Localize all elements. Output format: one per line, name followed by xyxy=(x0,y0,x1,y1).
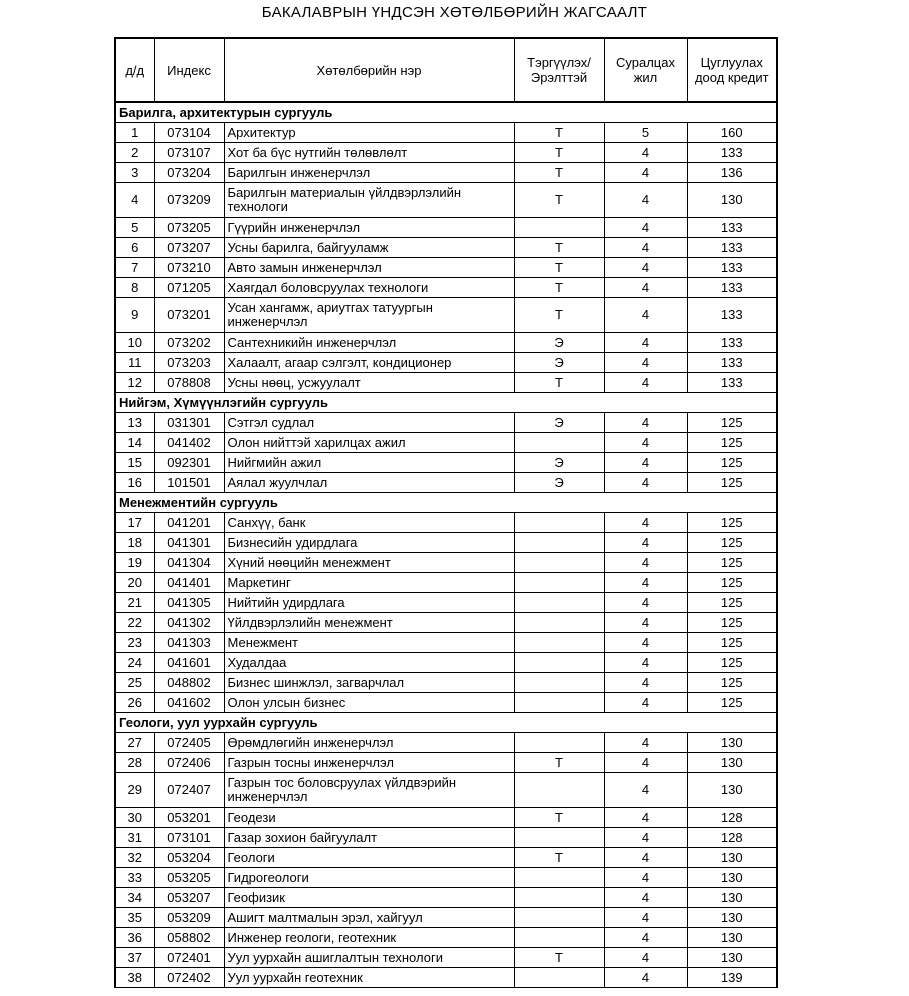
min-credit: 125 xyxy=(687,473,777,493)
min-credit: 133 xyxy=(687,218,777,238)
study-years: 4 xyxy=(604,453,687,473)
row-number: 15 xyxy=(115,453,154,473)
program-name: Сантехникийн инженерчлэл xyxy=(224,333,514,353)
header-index: Индекс xyxy=(154,38,224,102)
section-title: Нийгэм, Хүмүүнлэгийн сургууль xyxy=(115,393,777,413)
table-row xyxy=(115,653,777,673)
table-row xyxy=(115,693,777,713)
study-years: 4 xyxy=(604,928,687,948)
min-credit: 139 xyxy=(687,968,777,988)
min-credit: 133 xyxy=(687,333,777,353)
program-priority xyxy=(514,533,604,553)
study-years: 4 xyxy=(604,848,687,868)
section-title: Барилга, архитектурын сургууль xyxy=(115,102,777,123)
study-years: 5 xyxy=(604,123,687,143)
row-number: 17 xyxy=(115,513,154,533)
min-credit: 125 xyxy=(687,633,777,653)
section-row xyxy=(115,493,777,513)
table-row xyxy=(115,163,777,183)
program-name: Газрын тос боловсруулах үйлдвэрийн инженерчлэл xyxy=(224,773,514,808)
row-number: 24 xyxy=(115,653,154,673)
program-priority: Т xyxy=(514,948,604,968)
min-credit: 125 xyxy=(687,573,777,593)
study-years: 4 xyxy=(604,218,687,238)
table-row xyxy=(115,333,777,353)
row-number: 12 xyxy=(115,373,154,393)
program-name: Худалдаа xyxy=(224,653,514,673)
program-name: Олон улсын бизнес xyxy=(224,693,514,713)
section-row xyxy=(115,393,777,413)
section-title: Геологи, уул уурхайн сургууль xyxy=(115,713,777,733)
study-years: 4 xyxy=(604,653,687,673)
min-credit: 130 xyxy=(687,183,777,218)
study-years: 4 xyxy=(604,773,687,808)
program-name: Инженер геологи, геотехник xyxy=(224,928,514,948)
study-years: 4 xyxy=(604,908,687,928)
program-name: Усны барилга, байгууламж xyxy=(224,238,514,258)
row-number: 6 xyxy=(115,238,154,258)
program-name: Уул уурхайн геотехник xyxy=(224,968,514,988)
table-row xyxy=(115,413,777,433)
program-name: Хүний нөөцийн менежмент xyxy=(224,553,514,573)
min-credit: 125 xyxy=(687,433,777,453)
program-index: 031301 xyxy=(154,413,224,433)
program-priority xyxy=(514,773,604,808)
program-priority: Т xyxy=(514,373,604,393)
row-number: 34 xyxy=(115,888,154,908)
row-number: 35 xyxy=(115,908,154,928)
program-priority xyxy=(514,613,604,633)
table-row xyxy=(115,573,777,593)
program-index: 041304 xyxy=(154,553,224,573)
table-row xyxy=(115,828,777,848)
program-index: 101501 xyxy=(154,473,224,493)
min-credit: 125 xyxy=(687,673,777,693)
program-index: 073210 xyxy=(154,258,224,278)
min-credit: 128 xyxy=(687,808,777,828)
program-name: Өрөмдлөгийн инженерчлэл xyxy=(224,733,514,753)
program-priority xyxy=(514,733,604,753)
min-credit: 130 xyxy=(687,908,777,928)
study-years: 4 xyxy=(604,673,687,693)
program-name: Хаягдал боловсруулах технологи xyxy=(224,278,514,298)
program-priority xyxy=(514,573,604,593)
row-number: 23 xyxy=(115,633,154,653)
program-priority: Э xyxy=(514,413,604,433)
table-row xyxy=(115,513,777,533)
program-index: 073203 xyxy=(154,353,224,373)
program-priority: Т xyxy=(514,123,604,143)
min-credit: 125 xyxy=(687,533,777,553)
row-number: 27 xyxy=(115,733,154,753)
row-number: 3 xyxy=(115,163,154,183)
program-name: Нийтийн удирдлага xyxy=(224,593,514,613)
row-number: 22 xyxy=(115,613,154,633)
table-row xyxy=(115,888,777,908)
program-index: 041305 xyxy=(154,593,224,613)
row-number: 4 xyxy=(115,183,154,218)
program-priority: Т xyxy=(514,258,604,278)
program-index: 073104 xyxy=(154,123,224,143)
study-years: 4 xyxy=(604,258,687,278)
min-credit: 125 xyxy=(687,653,777,673)
row-number: 36 xyxy=(115,928,154,948)
study-years: 4 xyxy=(604,183,687,218)
table-header xyxy=(115,38,777,102)
min-credit: 125 xyxy=(687,693,777,713)
min-credit: 130 xyxy=(687,888,777,908)
row-number: 16 xyxy=(115,473,154,493)
program-priority: Э xyxy=(514,333,604,353)
study-years: 4 xyxy=(604,868,687,888)
section-title: Менежментийн сургууль xyxy=(115,493,777,513)
min-credit: 130 xyxy=(687,733,777,753)
program-index: 041402 xyxy=(154,433,224,453)
program-index: 053201 xyxy=(154,808,224,828)
program-name: Олон нийттэй харилцах ажил xyxy=(224,433,514,453)
table-row xyxy=(115,808,777,828)
program-index: 053204 xyxy=(154,848,224,868)
program-name: Санхүү, банк xyxy=(224,513,514,533)
table-row xyxy=(115,673,777,693)
program-index: 073202 xyxy=(154,333,224,353)
program-name: Усан хангамж, ариутгах татуургын инженерчлэл xyxy=(224,298,514,333)
study-years: 4 xyxy=(604,693,687,713)
program-index: 041602 xyxy=(154,693,224,713)
table-row xyxy=(115,948,777,968)
section-row xyxy=(115,102,777,123)
table-row xyxy=(115,143,777,163)
row-number: 19 xyxy=(115,553,154,573)
study-years: 4 xyxy=(604,613,687,633)
program-index: 053207 xyxy=(154,888,224,908)
study-years: 4 xyxy=(604,573,687,593)
table-row xyxy=(115,848,777,868)
table-row xyxy=(115,868,777,888)
program-priority xyxy=(514,908,604,928)
table-row xyxy=(115,928,777,948)
program-name: Геологи xyxy=(224,848,514,868)
program-name: Халаалт, агаар сэлгэлт, кондиционер xyxy=(224,353,514,373)
header-credit: Цуглуулах доод кредит xyxy=(687,38,777,102)
min-credit: 125 xyxy=(687,553,777,573)
row-number: 11 xyxy=(115,353,154,373)
row-number: 21 xyxy=(115,593,154,613)
program-name: Геофизик xyxy=(224,888,514,908)
min-credit: 130 xyxy=(687,753,777,773)
study-years: 4 xyxy=(604,513,687,533)
program-priority: Т xyxy=(514,143,604,163)
program-name: Гүүрийн инженерчлэл xyxy=(224,218,514,238)
min-credit: 133 xyxy=(687,373,777,393)
min-credit: 133 xyxy=(687,278,777,298)
table-row xyxy=(115,238,777,258)
program-index: 073207 xyxy=(154,238,224,258)
min-credit: 133 xyxy=(687,143,777,163)
table-row xyxy=(115,183,777,218)
programs-table xyxy=(114,37,778,988)
program-index: 072406 xyxy=(154,753,224,773)
study-years: 4 xyxy=(604,163,687,183)
program-name: Авто замын инженерчлэл xyxy=(224,258,514,278)
table-row xyxy=(115,753,777,773)
row-number: 14 xyxy=(115,433,154,453)
program-name: Бизнес шинжлэл, загварчлал xyxy=(224,673,514,693)
table-row xyxy=(115,473,777,493)
row-number: 10 xyxy=(115,333,154,353)
table-body xyxy=(115,102,777,988)
row-number: 8 xyxy=(115,278,154,298)
table-row xyxy=(115,908,777,928)
program-name: Ашигт малтмалын эрэл, хайгуул xyxy=(224,908,514,928)
table-row xyxy=(115,258,777,278)
study-years: 4 xyxy=(604,828,687,848)
program-priority xyxy=(514,673,604,693)
program-index: 041302 xyxy=(154,613,224,633)
min-credit: 136 xyxy=(687,163,777,183)
program-name: Барилгын материалын үйлдвэрлэлийн технологи xyxy=(224,183,514,218)
min-credit: 125 xyxy=(687,593,777,613)
header-num: д/д xyxy=(115,38,154,102)
study-years: 4 xyxy=(604,238,687,258)
study-years: 4 xyxy=(604,333,687,353)
row-number: 5 xyxy=(115,218,154,238)
document-title: БАКАЛАВРЫН ҮНДСЭН ХӨТӨЛБӨРИЙН ЖАГСААЛТ xyxy=(261,4,648,21)
study-years: 4 xyxy=(604,888,687,908)
study-years: 4 xyxy=(604,473,687,493)
program-index: 071205 xyxy=(154,278,224,298)
row-number: 29 xyxy=(115,773,154,808)
study-years: 4 xyxy=(604,373,687,393)
study-years: 4 xyxy=(604,533,687,553)
program-name: Үйлдвэрлэлийн менежмент xyxy=(224,613,514,633)
program-priority: Т xyxy=(514,278,604,298)
program-index: 041301 xyxy=(154,533,224,553)
study-years: 4 xyxy=(604,353,687,373)
row-number: 25 xyxy=(115,673,154,693)
program-priority xyxy=(514,433,604,453)
table-row xyxy=(115,298,777,333)
min-credit: 130 xyxy=(687,848,777,868)
row-number: 32 xyxy=(115,848,154,868)
table-row xyxy=(115,593,777,613)
study-years: 4 xyxy=(604,633,687,653)
program-priority: Т xyxy=(514,183,604,218)
program-name: Бизнесийн удирдлага xyxy=(224,533,514,553)
program-name: Газрын тосны инженерчлэл xyxy=(224,753,514,773)
program-priority xyxy=(514,888,604,908)
program-index: 073201 xyxy=(154,298,224,333)
program-index: 041201 xyxy=(154,513,224,533)
program-name: Аялал жуулчлал xyxy=(224,473,514,493)
program-priority xyxy=(514,513,604,533)
study-years: 4 xyxy=(604,413,687,433)
program-index: 073209 xyxy=(154,183,224,218)
program-priority: Т xyxy=(514,848,604,868)
study-years: 4 xyxy=(604,143,687,163)
program-priority xyxy=(514,693,604,713)
min-credit: 125 xyxy=(687,453,777,473)
table-row xyxy=(115,218,777,238)
program-name: Менежмент xyxy=(224,633,514,653)
table-row xyxy=(115,278,777,298)
program-index: 073101 xyxy=(154,828,224,848)
program-index: 073205 xyxy=(154,218,224,238)
min-credit: 130 xyxy=(687,868,777,888)
min-credit: 125 xyxy=(687,613,777,633)
row-number: 26 xyxy=(115,693,154,713)
min-credit: 130 xyxy=(687,773,777,808)
row-number: 31 xyxy=(115,828,154,848)
table-row xyxy=(115,773,777,808)
program-priority xyxy=(514,593,604,613)
row-number: 18 xyxy=(115,533,154,553)
min-credit: 130 xyxy=(687,948,777,968)
program-name: Барилгын инженерчлэл xyxy=(224,163,514,183)
program-name: Уул уурхайн ашиглалтын технологи xyxy=(224,948,514,968)
row-number: 28 xyxy=(115,753,154,773)
program-index: 053209 xyxy=(154,908,224,928)
program-index: 073204 xyxy=(154,163,224,183)
header-years: Суралцах жил xyxy=(604,38,687,102)
table-row xyxy=(115,123,777,143)
row-number: 13 xyxy=(115,413,154,433)
program-index: 041401 xyxy=(154,573,224,593)
min-credit: 125 xyxy=(687,513,777,533)
program-priority xyxy=(514,928,604,948)
program-index: 041601 xyxy=(154,653,224,673)
table-row xyxy=(115,533,777,553)
program-priority xyxy=(514,553,604,573)
table-row xyxy=(115,433,777,453)
program-index: 092301 xyxy=(154,453,224,473)
row-number: 7 xyxy=(115,258,154,278)
program-priority xyxy=(514,828,604,848)
header-type: Тэргүүлэх/ Эрэлттэй xyxy=(514,38,604,102)
program-name: Маркетинг xyxy=(224,573,514,593)
row-number: 2 xyxy=(115,143,154,163)
min-credit: 128 xyxy=(687,828,777,848)
program-priority: Т xyxy=(514,753,604,773)
program-name: Усны нөөц, усжуулалт xyxy=(224,373,514,393)
min-credit: 133 xyxy=(687,258,777,278)
program-priority: Э xyxy=(514,453,604,473)
program-name: Нийгмийн ажил xyxy=(224,453,514,473)
table-row xyxy=(115,733,777,753)
program-index: 078808 xyxy=(154,373,224,393)
program-priority: Т xyxy=(514,238,604,258)
program-priority: Т xyxy=(514,163,604,183)
program-name: Газар зохион байгуулалт xyxy=(224,828,514,848)
program-index: 072405 xyxy=(154,733,224,753)
study-years: 4 xyxy=(604,553,687,573)
program-name: Гидрогеологи xyxy=(224,868,514,888)
min-credit: 160 xyxy=(687,123,777,143)
program-name: Архитектур xyxy=(224,123,514,143)
program-index: 072401 xyxy=(154,948,224,968)
table-row xyxy=(115,373,777,393)
row-number: 37 xyxy=(115,948,154,968)
study-years: 4 xyxy=(604,298,687,333)
program-name: Сэтгэл судлал xyxy=(224,413,514,433)
row-number: 9 xyxy=(115,298,154,333)
study-years: 4 xyxy=(604,278,687,298)
program-name: Геодези xyxy=(224,808,514,828)
table-row xyxy=(115,453,777,473)
row-number: 38 xyxy=(115,968,154,988)
program-priority xyxy=(514,633,604,653)
header-row xyxy=(115,38,777,102)
min-credit: 133 xyxy=(687,238,777,258)
program-index: 072402 xyxy=(154,968,224,988)
min-credit: 133 xyxy=(687,298,777,333)
table-row xyxy=(115,353,777,373)
program-index: 041303 xyxy=(154,633,224,653)
table-row xyxy=(115,633,777,653)
study-years: 4 xyxy=(604,808,687,828)
min-credit: 125 xyxy=(687,413,777,433)
program-priority: Э xyxy=(514,353,604,373)
program-index: 058802 xyxy=(154,928,224,948)
study-years: 4 xyxy=(604,948,687,968)
program-priority xyxy=(514,218,604,238)
program-index: 053205 xyxy=(154,868,224,888)
study-years: 4 xyxy=(604,968,687,988)
row-number: 1 xyxy=(115,123,154,143)
program-index: 072407 xyxy=(154,773,224,808)
row-number: 20 xyxy=(115,573,154,593)
program-priority xyxy=(514,653,604,673)
program-priority xyxy=(514,868,604,888)
study-years: 4 xyxy=(604,433,687,453)
program-priority xyxy=(514,968,604,988)
table-row xyxy=(115,968,777,988)
study-years: 4 xyxy=(604,593,687,613)
program-priority: Т xyxy=(514,808,604,828)
study-years: 4 xyxy=(604,753,687,773)
study-years: 4 xyxy=(604,733,687,753)
program-priority: Э xyxy=(514,473,604,493)
row-number: 30 xyxy=(115,808,154,828)
header-name: Хөтөлбөрийн нэр xyxy=(224,38,514,102)
table-row xyxy=(115,553,777,573)
program-index: 048802 xyxy=(154,673,224,693)
program-priority: Т xyxy=(514,298,604,333)
row-number: 33 xyxy=(115,868,154,888)
table-row xyxy=(115,613,777,633)
min-credit: 133 xyxy=(687,353,777,373)
program-name: Хот ба бүс нутгийн төлөвлөлт xyxy=(224,143,514,163)
section-row xyxy=(115,713,777,733)
program-index: 073107 xyxy=(154,143,224,163)
min-credit: 130 xyxy=(687,928,777,948)
